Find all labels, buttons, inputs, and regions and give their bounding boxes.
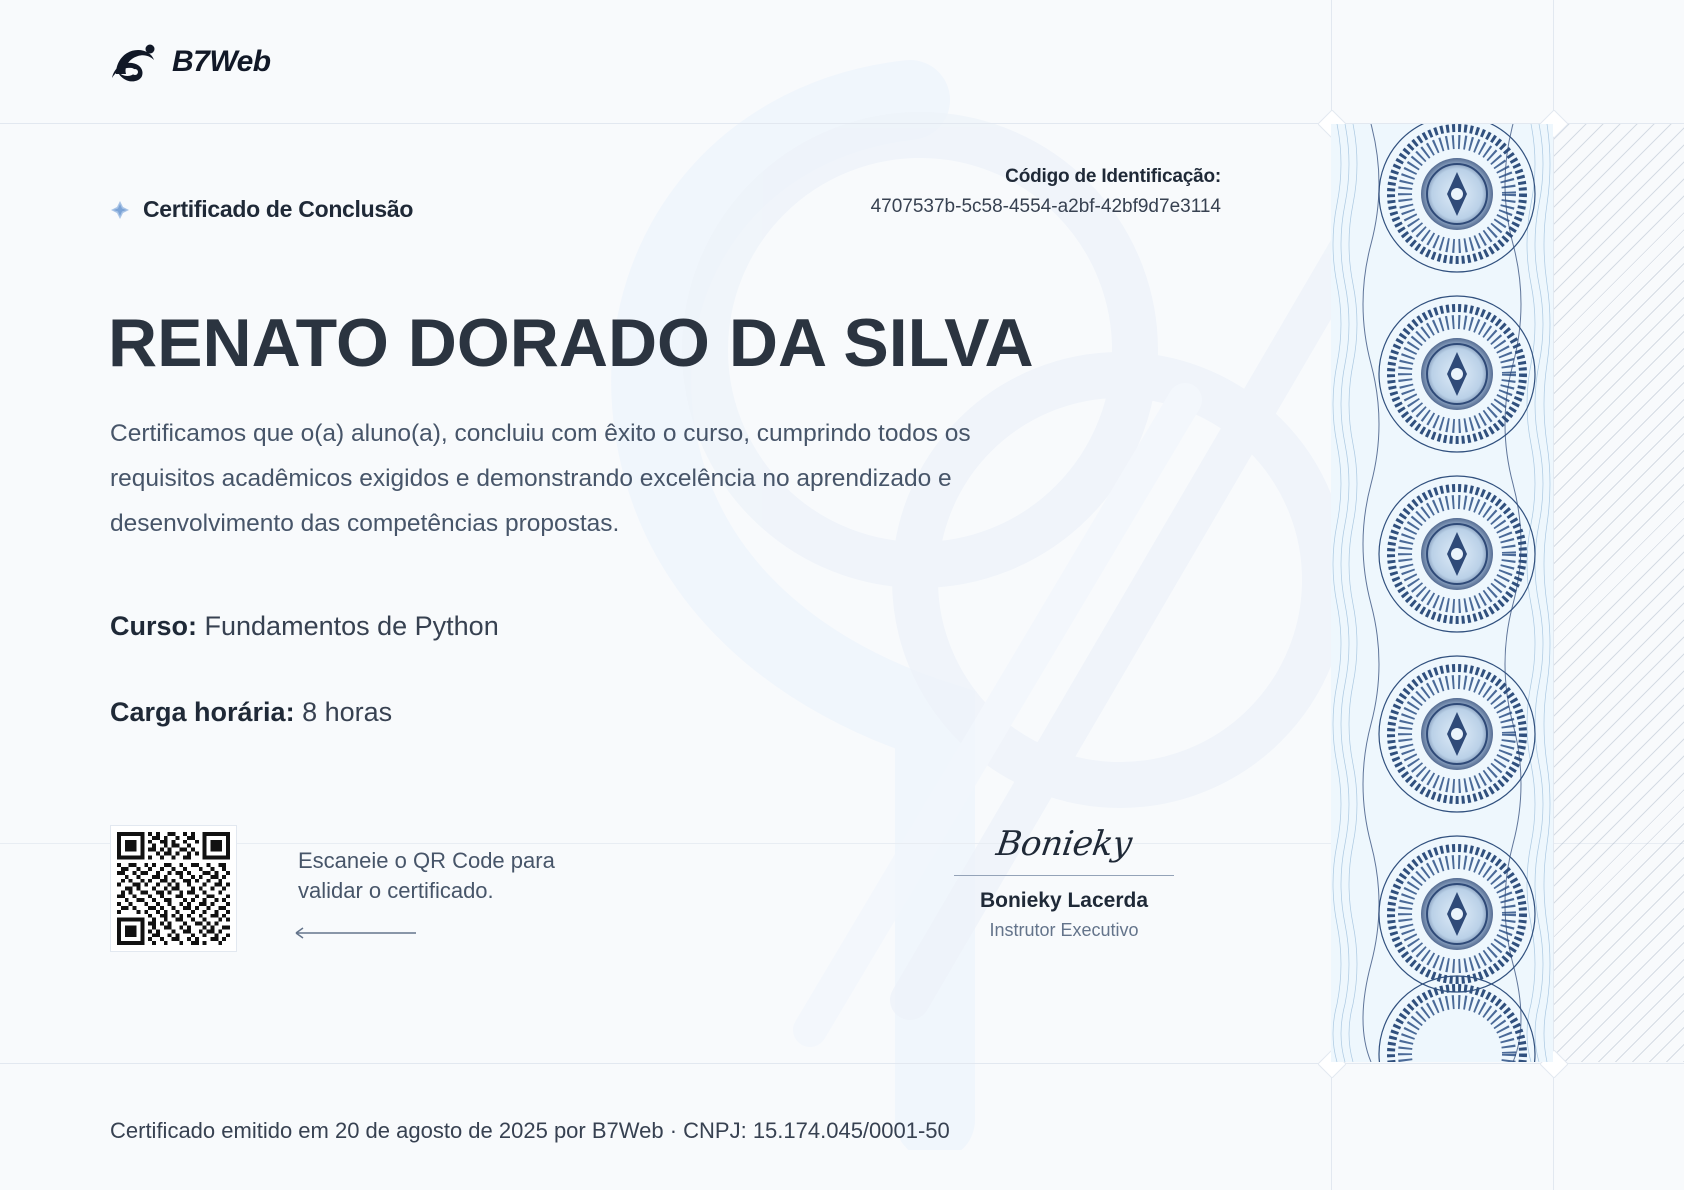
security-guilloche-strip xyxy=(1331,124,1553,1062)
arrow-left-icon xyxy=(292,926,417,940)
diamond-icon xyxy=(110,200,130,220)
course-label: Curso: xyxy=(110,611,197,641)
issued-footer-text: Certificado emitido em 20 de agosto de 2025 por B7Web · CNPJ: 15.174.045/0001-50 xyxy=(110,1118,950,1143)
statement-text: Certificamos que o(a) aluno(a), concluiu com êxito o curso, cumprindo todos os requisitos acadêmicos exigidos e demonstrando excelência no aprendizado e desenvolvimento das competências propostas. xyxy=(110,420,971,537)
workload-label: Carga horária: xyxy=(110,697,295,727)
certificate-header xyxy=(0,0,1684,123)
signer-name: Bonieky Lacerda xyxy=(979,889,1149,912)
certificate-type-ribbon xyxy=(110,196,413,223)
course-value: Fundamentos de Python xyxy=(204,611,499,641)
brand-logo xyxy=(110,40,271,84)
course-field xyxy=(110,611,499,642)
hatch-pattern xyxy=(1554,124,1684,1062)
identification-value: 4707537b-5c58-4554-a2bf-42bf9d7e3114 xyxy=(870,196,1221,217)
signature-glyph: Bonieky xyxy=(993,824,1135,864)
student-name: RENATO DORADO DA SILVA xyxy=(108,305,1034,381)
workload-field xyxy=(110,697,392,728)
identification-label: Código de Identificação: xyxy=(1005,166,1221,187)
brand-logo-text: B7Web xyxy=(172,44,271,78)
qr-instruction xyxy=(298,846,598,906)
b7web-logo-icon xyxy=(110,40,162,84)
certificate-type-label: Certificado de Conclusão xyxy=(143,196,414,222)
qr-code-icon[interactable] xyxy=(110,825,237,952)
certificate-footer-area xyxy=(0,824,1331,1063)
signer-role: Instrutor Executivo xyxy=(989,920,1139,940)
identification-block xyxy=(871,166,1221,218)
qr-instruction-line2: validar o certificado. xyxy=(298,878,494,903)
certificate-body xyxy=(0,124,1331,844)
qr-instruction-line1: Escaneie o QR Code para xyxy=(298,848,555,873)
signature-block xyxy=(954,819,1174,941)
workload-value: 8 horas xyxy=(302,697,393,727)
frame-line-bottom xyxy=(0,1063,1684,1064)
signature-rule xyxy=(954,875,1174,876)
